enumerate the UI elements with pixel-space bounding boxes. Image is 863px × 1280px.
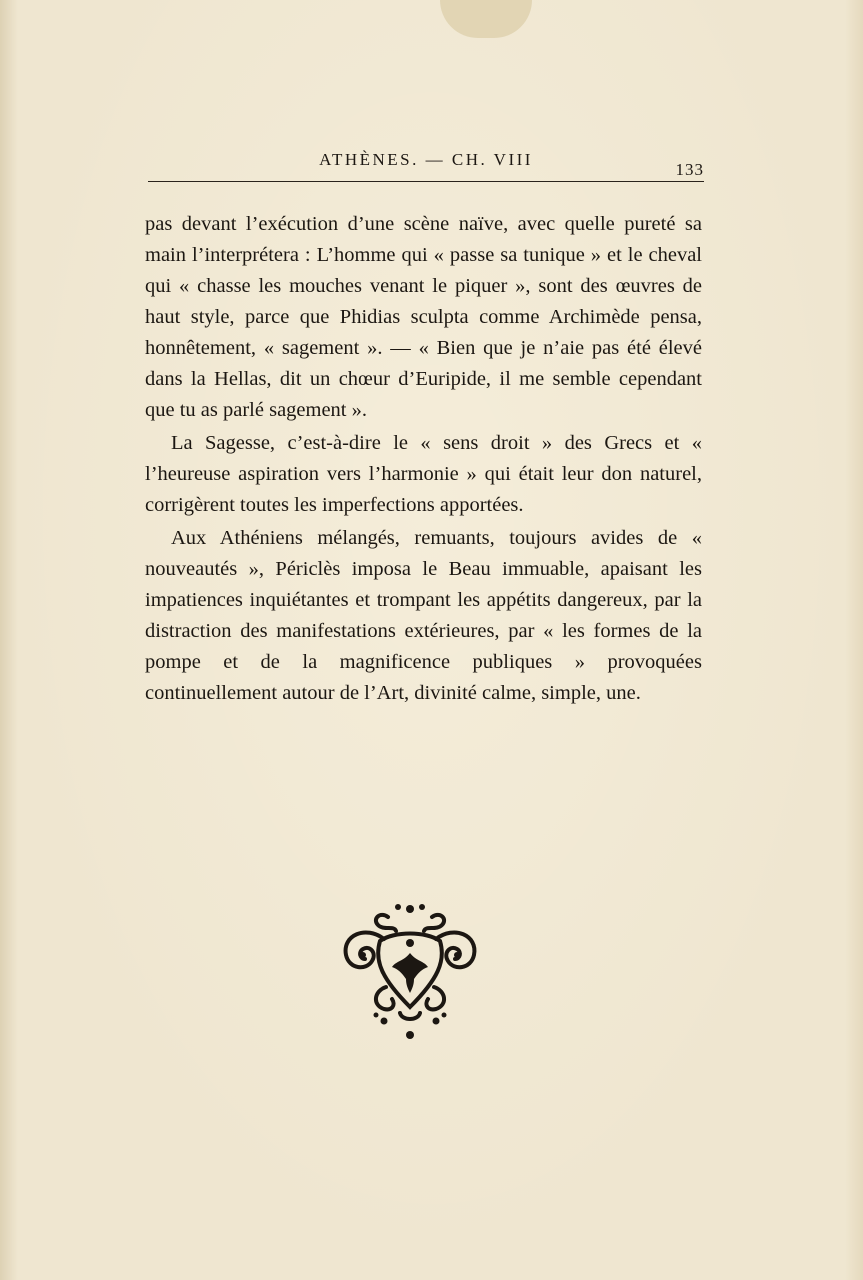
paragraph-continued: pas devant l’exécution d’une scène naïve, avec quelle pureté sa main l’interprétera : L’homme qui « passe sa tunique » et le cheval qui « chasse les mouches venant le piquer », sont des œuvres de haut style, parce que Phidias sculpta comme Archimède pensa, honnêtement, « sagement ». — « Bien que je n’aie pas été élevé dans la Hellas, dit un chœur d’Euripide, il me semble cependant que tu as parlé sagement ». [145,213,702,421]
fleuron-ornament-icon [336,895,484,1043]
paper-stain [440,0,532,38]
body-text [145,209,702,709]
page-header [148,146,704,186]
header-rule [148,181,704,182]
paragraph: Aux Athéniens mélangés, remuants, toujours avides de « nouveautés », Périclès imposa le Beau immuable, apaisant les impatiences inquiétantes et trompant les appétits dangereux, par la distraction des manifestations extérieures, par « les formes de la pompe et de la magnificence publiques » provoquées continuellement autour de l’Art, divinité calme, simple, une. [145,527,702,704]
paragraph: La Sagesse, c’est-à-dire le « sens droit » des Grecs et « l’heureuse aspiration vers l’harmonie » qui était leur don naturel, corrigèrent toutes les imperfections apportées. [145,432,702,516]
page-number: 133 [675,160,704,179]
running-head: ATHÈNES. — CH. VIII [319,150,533,169]
